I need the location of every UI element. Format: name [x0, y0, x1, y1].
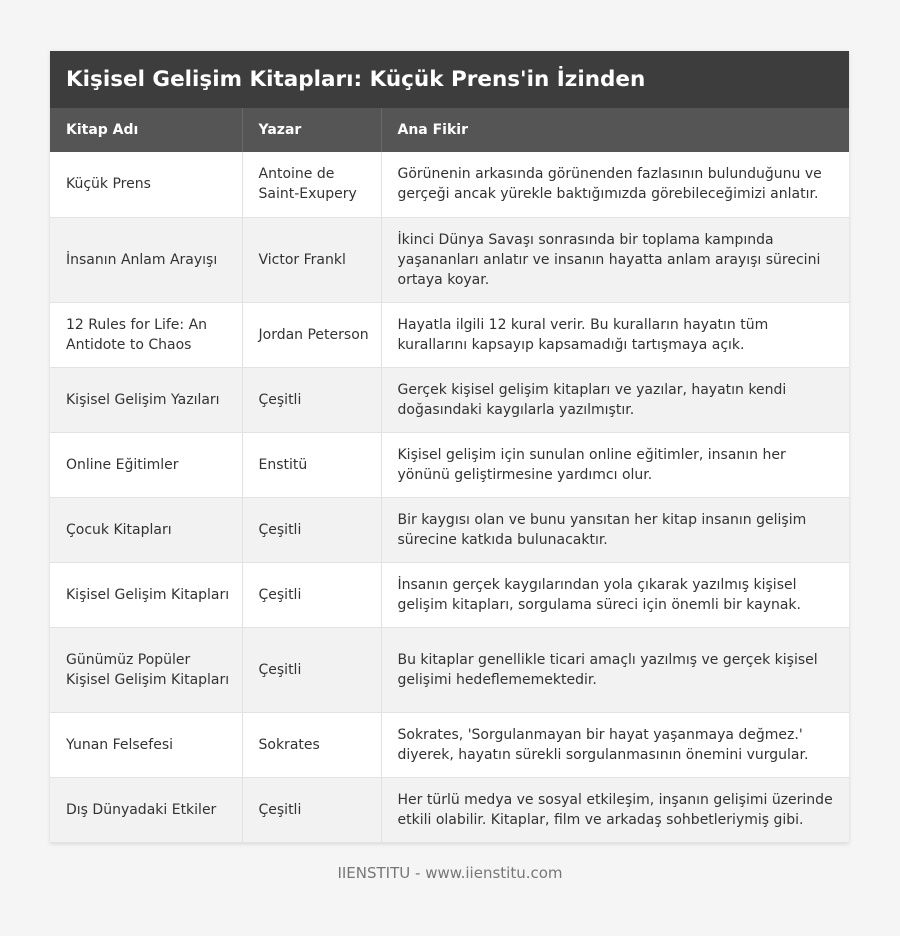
author-cell: Sokrates: [242, 712, 381, 777]
column-header-author: Yazar: [242, 108, 381, 152]
author-cell: Çeşitli: [242, 627, 381, 712]
main-idea-cell: Gerçek kişisel gelişim kitapları ve yazılar, hayatın kendi doğasındaki kaygılarla yazılmıştır.: [381, 367, 849, 432]
table-row: [50, 712, 849, 777]
book-title-cell: Küçük Prens: [50, 152, 242, 217]
main-idea-cell: Bu kitaplar genellikle ticari amaçlı yazılmış ve gerçek kişisel gelişimi hedeflememektedir.: [381, 627, 849, 712]
author-cell: Enstitü: [242, 432, 381, 497]
book-title-cell: 12 Rules for Life: An Antidote to Chaos: [50, 302, 242, 367]
book-title-cell: Çocuk Kitapları: [50, 497, 242, 562]
footer-credit: IIENSTITU - www.iienstitu.com: [337, 864, 563, 882]
main-idea-cell: Hayatla ilgili 12 kural verir. Bu kuralların hayatın tüm kurallarını kapsayıp kapsamadığı tartışmaya açık.: [381, 302, 849, 367]
table-row: [50, 302, 849, 367]
books-table: [50, 108, 849, 843]
books-card: [50, 51, 849, 843]
book-title-cell: Online Eğitimler: [50, 432, 242, 497]
main-idea-cell: Her türlü medya ve sosyal etkileşim, inşanın gelişimi üzerinde etkili olabilir. Kitaplar, film ve arkadaş sohbetleriymiş gibi.: [381, 777, 849, 842]
table-header-row: [50, 108, 849, 152]
table-row: [50, 497, 849, 562]
main-idea-cell: Kişisel gelişim için sunulan online eğitimler, insanın her yönünü geliştirmesine yardımcı olur.: [381, 432, 849, 497]
main-idea-cell: Bir kaygısı olan ve bunu yansıtan her kitap insanın gelişim sürecine katkıda bulunacaktır.: [381, 497, 849, 562]
table-body: [50, 152, 849, 842]
book-title-cell: Kişisel Gelişim Kitapları: [50, 562, 242, 627]
book-title-cell: İnsanın Anlam Arayışı: [50, 217, 242, 302]
book-title-cell: Kişisel Gelişim Yazıları: [50, 367, 242, 432]
book-title-cell: Günümüz Popüler Kişisel Gelişim Kitapları: [50, 627, 242, 712]
author-cell: Çeşitli: [242, 497, 381, 562]
table-row: [50, 627, 849, 712]
author-cell: Antoine de Saint-Exupery: [242, 152, 381, 217]
main-idea-cell: İkinci Dünya Savaşı sonrasında bir toplama kampında yaşananları anlatır ve insanın hayatta anlam arayışı sürecini ortaya koyar.: [381, 217, 849, 302]
column-header-book: Kitap Adı: [50, 108, 242, 152]
table-row: [50, 217, 849, 302]
page-title: Kişisel Gelişim Kitapları: Küçük Prens'in İzinden: [50, 51, 849, 108]
book-title-cell: Yunan Felsefesi: [50, 712, 242, 777]
table-row: [50, 777, 849, 842]
author-cell: Çeşitli: [242, 367, 381, 432]
column-header-idea: Ana Fikir: [381, 108, 849, 152]
main-idea-cell: Sokrates, 'Sorgulanmayan bir hayat yaşanmaya değmez.' diyerek, hayatın sürekli sorgulanmasının önemini vurgular.: [381, 712, 849, 777]
book-title-cell: Dış Dünyadaki Etkiler: [50, 777, 242, 842]
main-idea-cell: Görünenin arkasında görünenden fazlasının bulunduğunu ve gerçeği ancak yürekle baktığımızda görebileceğimizi anlatır.: [381, 152, 849, 217]
main-idea-cell: İnsanın gerçek kaygılarından yola çıkarak yazılmış kişisel gelişim kitapları, sorgulama süreci için önemli bir kaynak.: [381, 562, 849, 627]
table-row: [50, 432, 849, 497]
author-cell: Jordan Peterson: [242, 302, 381, 367]
table-row: [50, 367, 849, 432]
author-cell: Çeşitli: [242, 562, 381, 627]
table-row: [50, 152, 849, 217]
table-row: [50, 562, 849, 627]
author-cell: Victor Frankl: [242, 217, 381, 302]
author-cell: Çeşitli: [242, 777, 381, 842]
